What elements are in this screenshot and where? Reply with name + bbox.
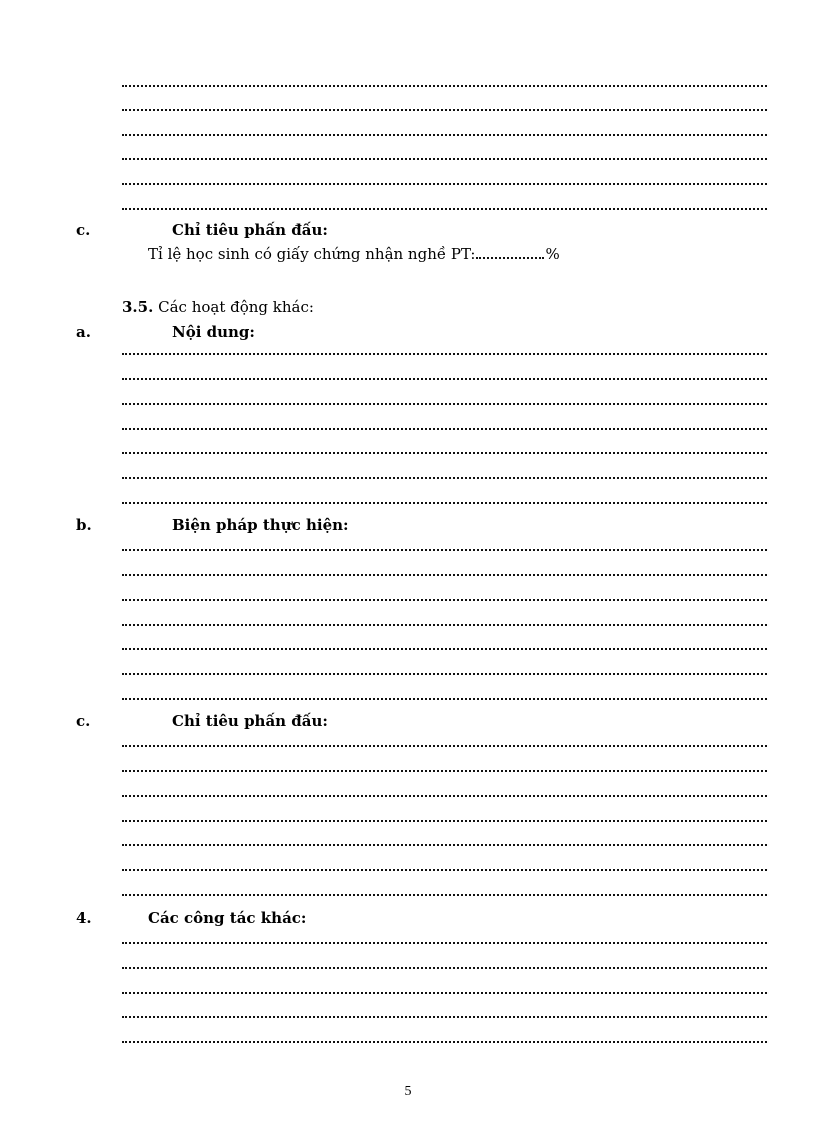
dotted-line	[122, 844, 767, 846]
section-marker-4: 4.	[76, 909, 92, 927]
dotted-line	[122, 378, 767, 380]
dotted-line	[122, 353, 767, 355]
dotted-line	[122, 820, 767, 822]
dotted-line	[122, 770, 767, 772]
section-3-5-title: Các hoạt động khác:	[158, 298, 314, 316]
dotted-line	[122, 549, 767, 551]
section-marker-b: b.	[76, 516, 92, 534]
rate-blank[interactable]	[476, 257, 544, 259]
section-title-chi-tieu: Chỉ tiêu phấn đấu:	[172, 221, 328, 239]
rate-unit: %	[545, 245, 560, 263]
dotted-line	[122, 894, 767, 896]
dotted-line	[122, 403, 767, 405]
dotted-line	[122, 673, 767, 675]
page-number: 5	[404, 1084, 412, 1099]
dotted-line	[122, 208, 767, 210]
dotted-line	[122, 992, 767, 994]
section-3-5-heading	[122, 297, 314, 317]
dotted-line	[122, 183, 767, 185]
section-3-5-number: 3.5.	[122, 298, 154, 316]
section-title-noi-dung: Nội dung:	[172, 323, 255, 341]
dotted-line	[122, 574, 767, 576]
dotted-line	[122, 942, 767, 944]
section-marker-c: c.	[76, 712, 91, 730]
dotted-line	[122, 698, 767, 700]
dotted-line	[122, 795, 767, 797]
dotted-line	[122, 502, 767, 504]
dotted-line	[122, 967, 767, 969]
section-marker-a: a.	[76, 323, 91, 341]
section-title-cong-tac-khac: Các công tác khác:	[148, 909, 307, 927]
dotted-line	[122, 85, 767, 87]
certificate-rate-line	[148, 244, 560, 264]
dotted-line	[122, 869, 767, 871]
dotted-line	[122, 745, 767, 747]
dotted-line	[122, 452, 767, 454]
section-title-chi-tieu: Chỉ tiêu phấn đấu:	[172, 712, 328, 730]
dotted-line	[122, 1041, 767, 1043]
dotted-line	[122, 428, 767, 430]
section-marker-c: c.	[76, 221, 91, 239]
section-title-bien-phap: Biện pháp thực hiện:	[172, 516, 349, 534]
dotted-line	[122, 109, 767, 111]
certificate-rate-label: Tỉ lệ học sinh có giấy chứng nhận nghề PT:	[148, 245, 476, 263]
dotted-line	[122, 648, 767, 650]
dotted-line	[122, 599, 767, 601]
dotted-line	[122, 477, 767, 479]
dotted-line	[122, 624, 767, 626]
dotted-line	[122, 134, 767, 136]
dotted-line	[122, 158, 767, 160]
dotted-line	[122, 1016, 767, 1018]
